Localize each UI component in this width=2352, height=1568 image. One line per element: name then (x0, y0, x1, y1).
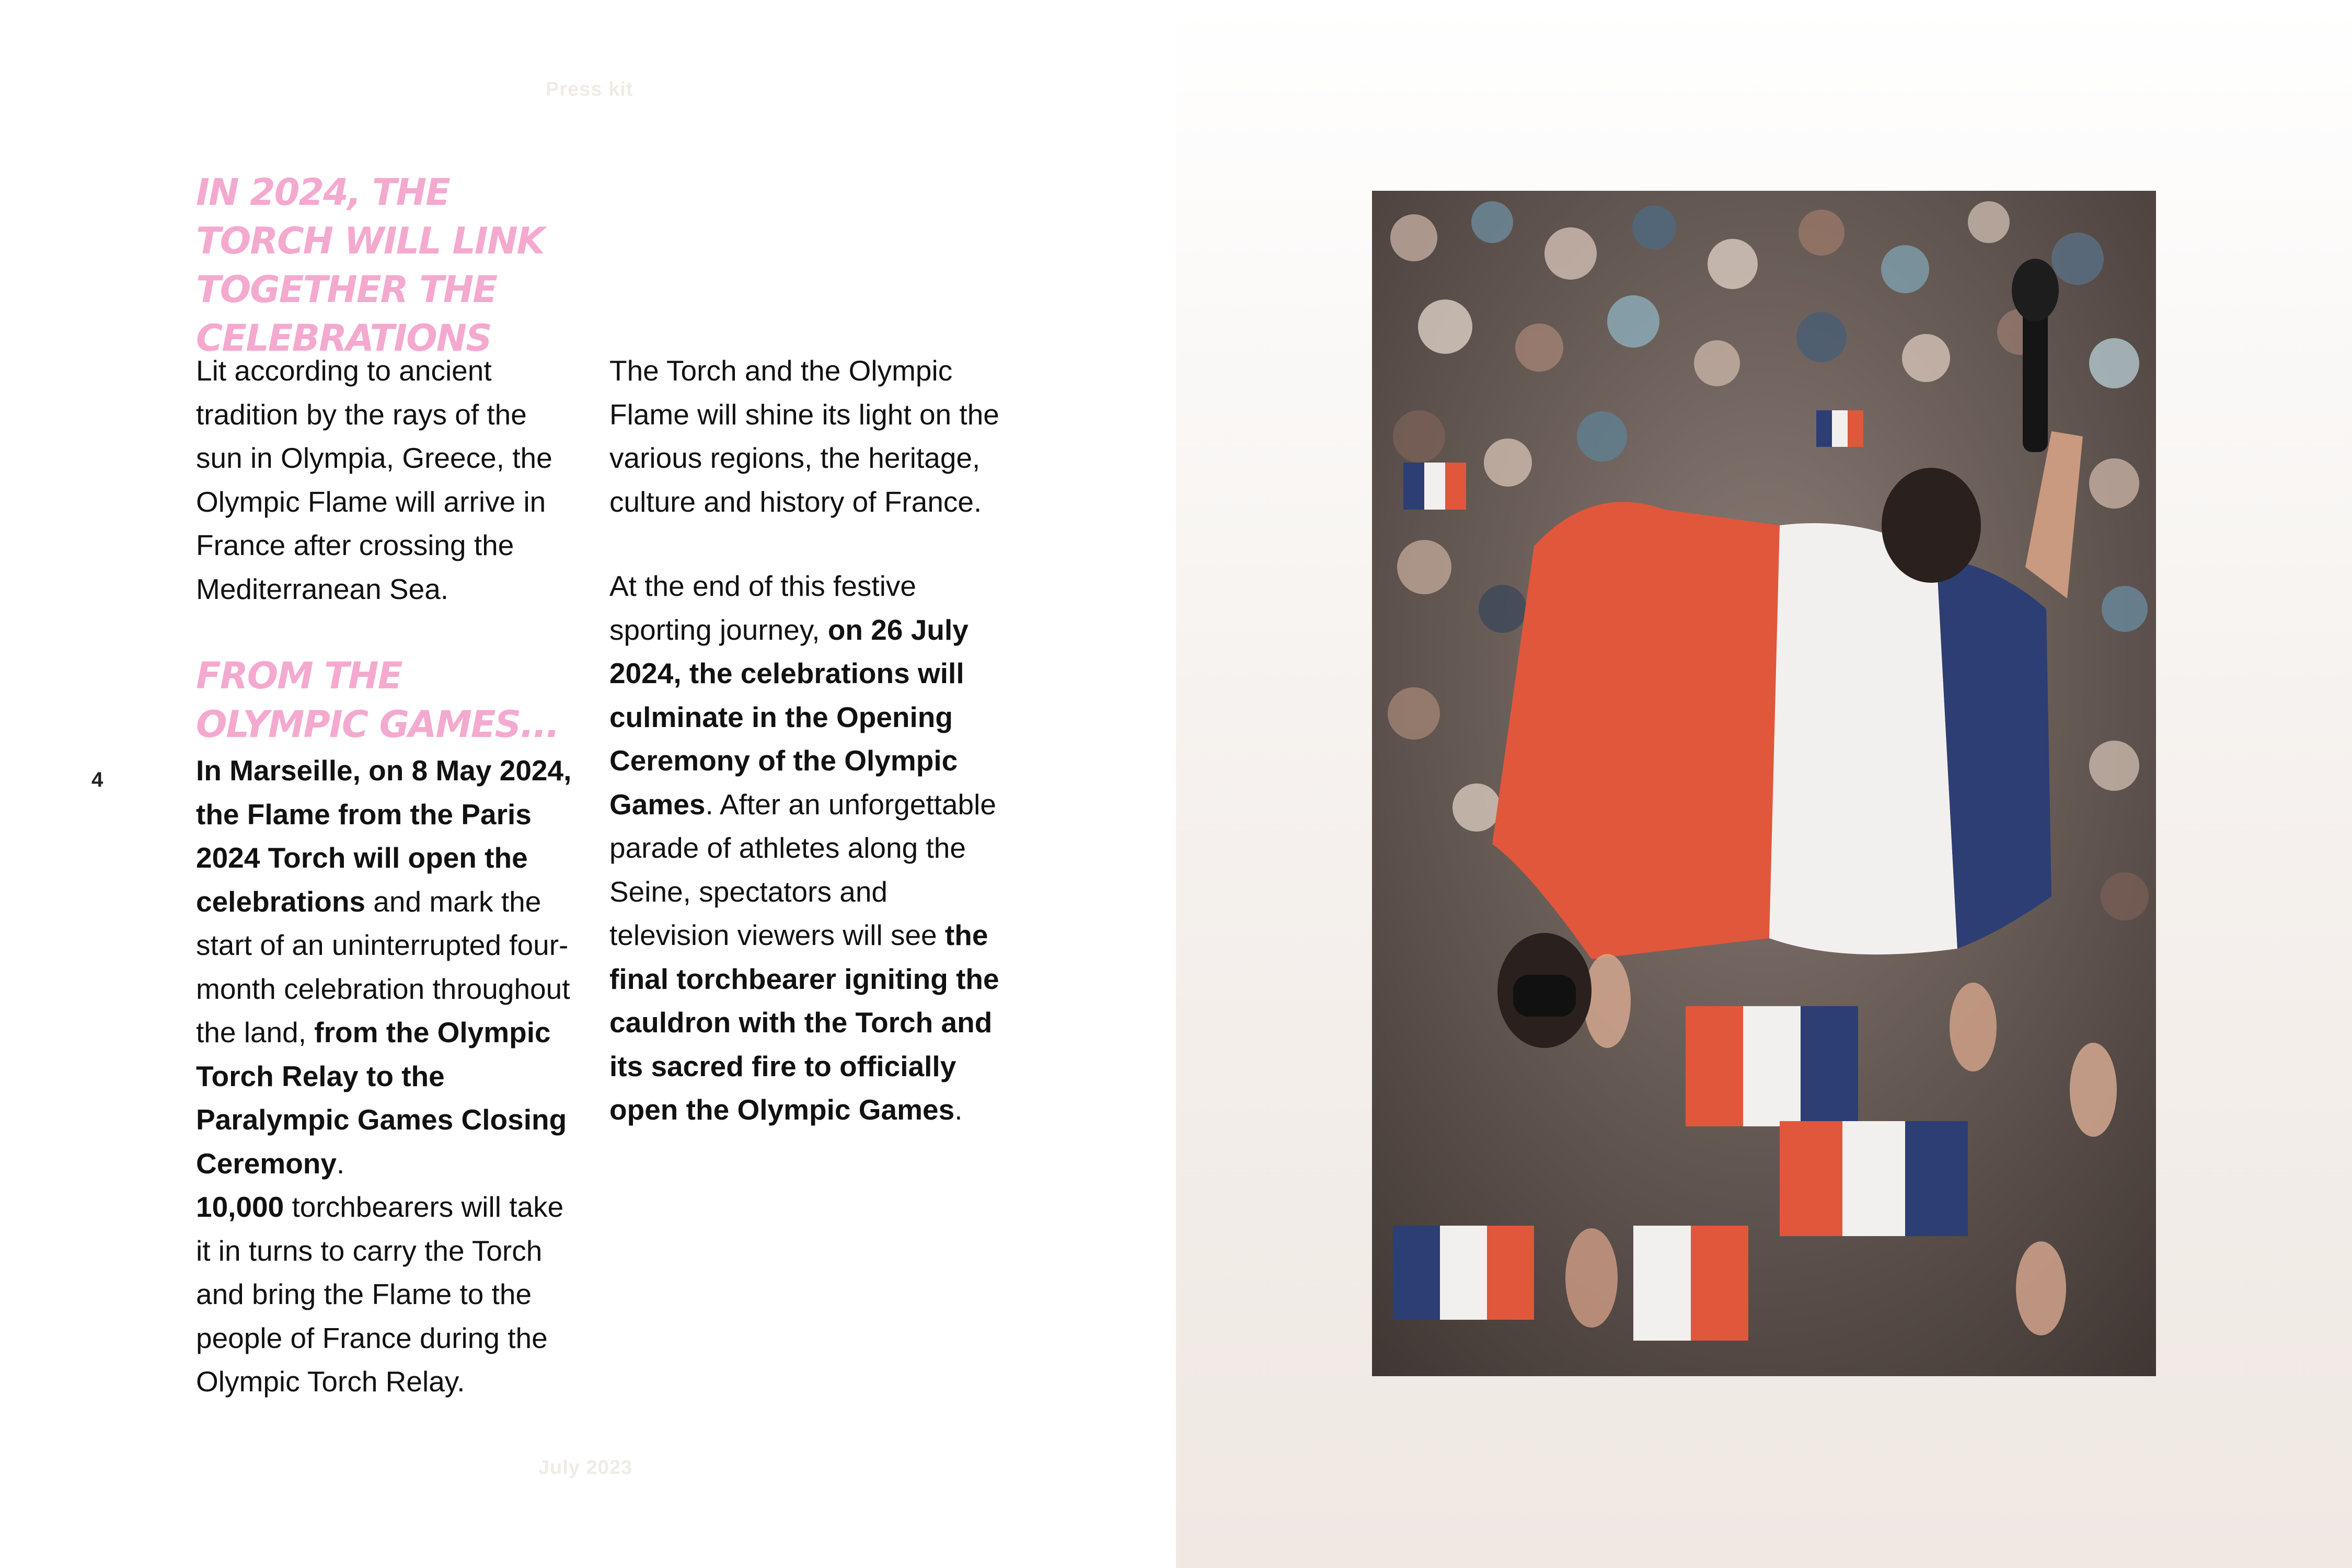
text-run: . After an unforgettable parade of athletes along the Seine, spectators and television viewers will see (609, 788, 996, 951)
right-text-column (609, 349, 1007, 1132)
text-run: In Marseille, on 8 May 2024, the Flame from the Paris 2024 Torch will open the celebrations (196, 754, 572, 918)
text-run: 10,000 (196, 1191, 284, 1223)
person-head (1882, 468, 1981, 583)
section-heading: IN 2024, THE TORCH WILL LINK TOGETHER THE CELEBRATIONS (196, 171, 544, 360)
text-run: At the end of this festive sporting journey, (609, 570, 917, 646)
french-flag-white (1769, 523, 1957, 954)
text-run: from the Olympic Torch Relay to the Paralympic Games Closing Ceremony (196, 1016, 567, 1180)
marseille-paragraph (196, 749, 578, 1185)
left-text-column (196, 349, 578, 1404)
text-run: and mark the start of an uninterrupted four-month celebration throughout the land, (196, 885, 570, 1048)
face-mask (1513, 975, 1576, 1017)
opening-ceremony-paragraph (609, 564, 1007, 1132)
running-head: Press kit (546, 78, 633, 100)
subheading: FROM THE OLYMPIC GAMES... (196, 654, 559, 746)
footer-date: July 2023 (538, 1457, 633, 1479)
text-run: on 26 July 2024, the celebrations will culminate in the Opening Ceremony of the Olympic Games (609, 613, 969, 821)
intro-paragraph: Lit according to ancient tradition by the rays of the sun in Olympia, Greece, the Olympic Flame will arrive in France after crossing the Mediterranean Sea. (196, 354, 552, 605)
text-run: . (336, 1147, 345, 1180)
text-run: the final torchbearer igniting the cauldron with the Torch and its sacred fire to officially open the Olympic Games (609, 919, 999, 1126)
microphone-head (2012, 259, 2059, 321)
text-run: torchbearers will take it in turns to carry the Torch and bring the Flame to the people of France during the Olympic Torch Relay. (196, 1191, 564, 1398)
crowd-photo (1372, 191, 2156, 1376)
page-number: 4 (91, 768, 103, 791)
torchbearers-paragraph (196, 1185, 578, 1404)
text-run: . (954, 1093, 963, 1126)
photo-illustration (1372, 191, 2156, 1376)
regions-paragraph: The Torch and the Olympic Flame will shine its light on the various regions, the heritage, culture and history of France. (609, 354, 999, 518)
